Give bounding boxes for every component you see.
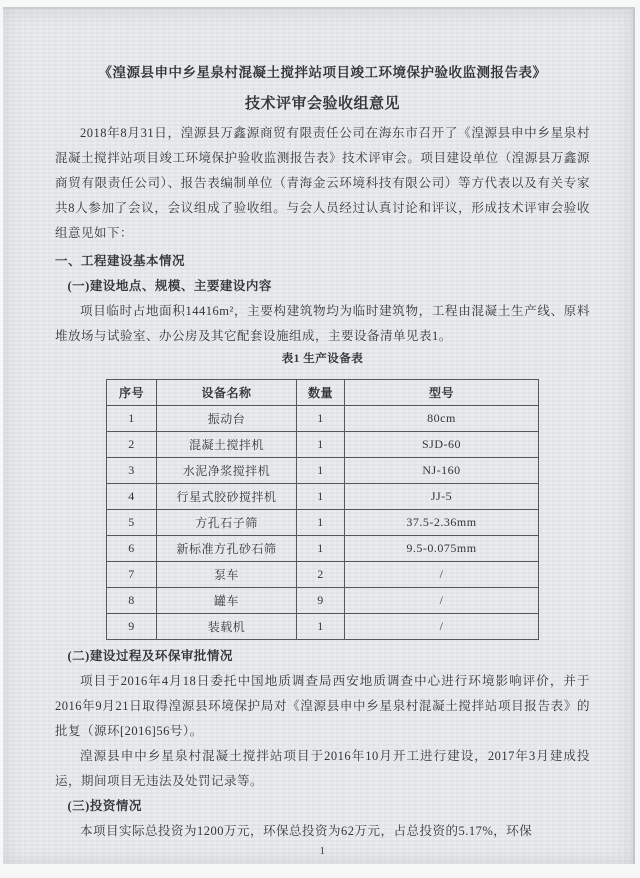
table-row	[107, 483, 539, 509]
table-row	[107, 535, 539, 561]
table-header-cell: 数量	[297, 379, 345, 405]
table-row	[107, 587, 539, 613]
table-cell: 装载机	[157, 613, 297, 639]
table-row	[107, 561, 539, 587]
document-title: 《湟源县申中乡星泉村混凝土搅拌站项目竣工环境保护验收监测报告表》	[98, 65, 547, 80]
table-cell: 罐车	[157, 587, 297, 613]
table-header-cell: 序号	[107, 379, 157, 405]
subsection-heading-1-1: (一)建设地点、规模、主要建设内容	[67, 279, 272, 293]
table-cell: 新标准方孔砂石筛	[157, 535, 297, 561]
table-cell: 8	[107, 587, 157, 613]
table-header-row	[107, 379, 539, 405]
table-cell: 1	[297, 613, 345, 639]
table-row	[107, 613, 539, 639]
section-heading-1: 一、工程建设基本情况	[55, 254, 186, 268]
table-cell: 混凝土搅拌机	[157, 431, 297, 457]
table-cell: 1	[297, 483, 345, 509]
document-body	[55, 62, 590, 869]
table-cell: JJ-5	[345, 483, 539, 509]
table-cell: 1	[297, 457, 345, 483]
document-subtitle: 技术评审会验收组意见	[244, 96, 400, 112]
equipment-table	[106, 379, 539, 640]
table-cell: 9	[297, 587, 345, 613]
table-cell: 水泥净浆搅拌机	[157, 457, 297, 483]
table-cell: 37.5-2.36mm	[345, 509, 539, 535]
approval-paragraph-2: 湟源县申中乡星泉村混凝土搅拌站项目于2016年10月开工进行建设，2017年3月建成投运，期间项目无违法及处罚记录等。	[55, 748, 590, 788]
table-cell: 4	[107, 483, 157, 509]
table-cell: 振动台	[157, 405, 297, 431]
table-cell: /	[345, 613, 539, 639]
table-cell: 9	[107, 613, 157, 639]
table-cell: 泵车	[157, 561, 297, 587]
table-row	[107, 457, 539, 483]
table-cell: 2	[297, 561, 345, 587]
table-cell: 9.5-0.075mm	[345, 535, 539, 561]
table-cell: 1	[297, 535, 345, 561]
table-cell: 行星式胶砂搅拌机	[157, 483, 297, 509]
table-cell: 5	[107, 509, 157, 535]
table-cell: 方孔石子筛	[157, 509, 297, 535]
construction-content-paragraph: 项目临时占地面积14416m²，主要构建筑物均为临时建筑物，工程由混凝土生产线、原料堆放场与试验室、办公房及其它配套设施组成，主要设备清单见表1。	[55, 304, 590, 343]
table-cell: SJD-60	[345, 431, 539, 457]
table-cell: 3	[107, 457, 157, 483]
intro-paragraph: 2018年8月31日，湟源县万鑫源商贸有限责任公司在海东市召开了《湟源县申中乡星泉村混凝土搅拌站项目竣工环境保护验收监测报告表》技术评审会。项目建设单位（湟源县万鑫源商贸有限责任公司）、报告表编制单位（青海金云环境科技有限公司）等方代表以及有关专家共8人参加了会议，会议组成了验收组。与会人员经过认真讨论和评议，形成技术评审会验收组意见如下：	[55, 126, 590, 240]
table-caption: 表1 生产设备表	[281, 353, 364, 365]
approval-paragraph-1: 项目于2016年4月18日委托中国地质调查局西安地质调查中心进行环境影响评价，并于2016年9月21日取得湟源县环境保护局对《湟源县申中乡星泉村混凝土搅拌站项目报告表》的批复（源环[2016]56号）。	[55, 673, 590, 738]
table-row	[107, 405, 539, 431]
table-header-cell: 型号	[345, 379, 539, 405]
investment-paragraph: 本项目实际总投资为1200万元，环保总投资为62万元，占总投资的5.17%，环保	[80, 823, 533, 838]
table-cell: 2	[107, 431, 157, 457]
table-row	[107, 509, 539, 535]
table-cell: NJ-160	[345, 457, 539, 483]
table-header-cell: 设备名称	[157, 379, 297, 405]
table-cell: 6	[107, 535, 157, 561]
table-cell: 1	[297, 431, 345, 457]
table-cell: 7	[107, 561, 157, 587]
table-row	[107, 431, 539, 457]
page-number: 1	[319, 845, 326, 857]
table-cell: /	[345, 561, 539, 587]
table-cell: /	[345, 587, 539, 613]
table-cell: 80cm	[345, 405, 539, 431]
subsection-heading-1-2: (二)建设过程及环保审批情况	[67, 648, 233, 663]
table-cell: 1	[297, 405, 345, 431]
table-cell: 1	[297, 509, 345, 535]
subsection-heading-1-3: (三)投资情况	[67, 798, 142, 813]
table-cell: 1	[107, 405, 157, 431]
